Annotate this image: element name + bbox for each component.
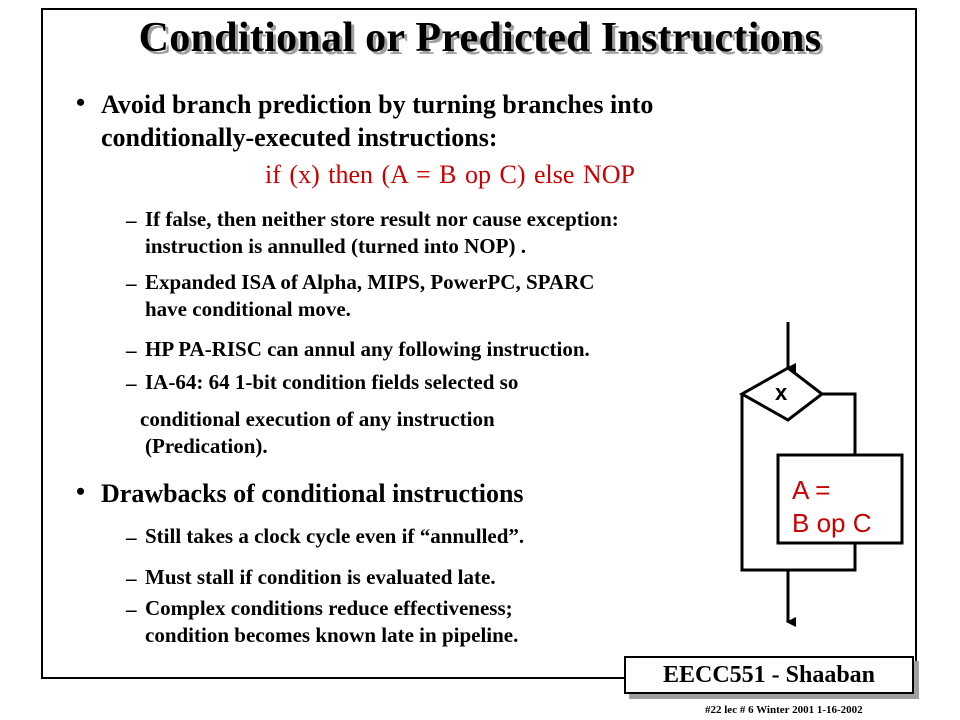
sub7-line1: Complex conditions reduce effectiveness;: [145, 596, 513, 620]
code-example: if (x) then (A = B op C) else NOP: [265, 160, 635, 189]
footer-info: #22 lec # 6 Winter 2001 1-16-2002: [705, 704, 863, 716]
sub6: Must stall if condition is evaluated late.: [145, 565, 496, 589]
sub4-line1: IA-64: 64 1-bit condition fields selected so: [145, 370, 519, 394]
box-label-line1: A =: [792, 475, 831, 505]
true-branch-line: [822, 394, 855, 455]
box-label-line2: B op C: [792, 508, 872, 538]
dash-icon: –: [126, 371, 137, 395]
dash-icon: –: [126, 597, 137, 621]
slide-title: Conditional or Predicted Instructions: [138, 15, 822, 61]
sub4-line2: conditional execution of any instruction: [140, 407, 495, 431]
bullet-icon: •: [76, 477, 86, 506]
bullet1-line2: conditionally-executed instructions:: [101, 123, 498, 152]
bullet-icon: •: [76, 88, 86, 117]
sub5: Still takes a clock cycle even if “annulled”.: [145, 524, 525, 548]
bullet1-line1: Avoid branch prediction by turning branches into: [101, 90, 654, 119]
sub7-line2: condition becomes known late in pipeline.: [145, 623, 519, 647]
dash-icon: –: [126, 566, 137, 590]
course-footer: EECC551 - Shaaban: [624, 656, 914, 694]
decision-label: x: [775, 380, 788, 405]
dash-icon: –: [126, 271, 137, 295]
sub2-line2: have conditional move.: [145, 297, 351, 321]
dash-icon: –: [126, 338, 137, 362]
sub1-line2: instruction is annulled (turned into NOP) .: [145, 234, 526, 258]
sub2-line1: Expanded ISA of Alpha, MIPS, PowerPC, SPARC: [145, 270, 595, 294]
dash-icon: –: [126, 208, 137, 232]
bullet2: Drawbacks of conditional instructions: [101, 479, 524, 508]
sub4-line3: (Predication).: [145, 434, 268, 458]
sub3: HP PA-RISC can annul any following instruction.: [145, 337, 590, 361]
dash-icon: –: [126, 525, 137, 549]
sub1-line1: If false, then neither store result nor cause exception:: [145, 207, 619, 231]
